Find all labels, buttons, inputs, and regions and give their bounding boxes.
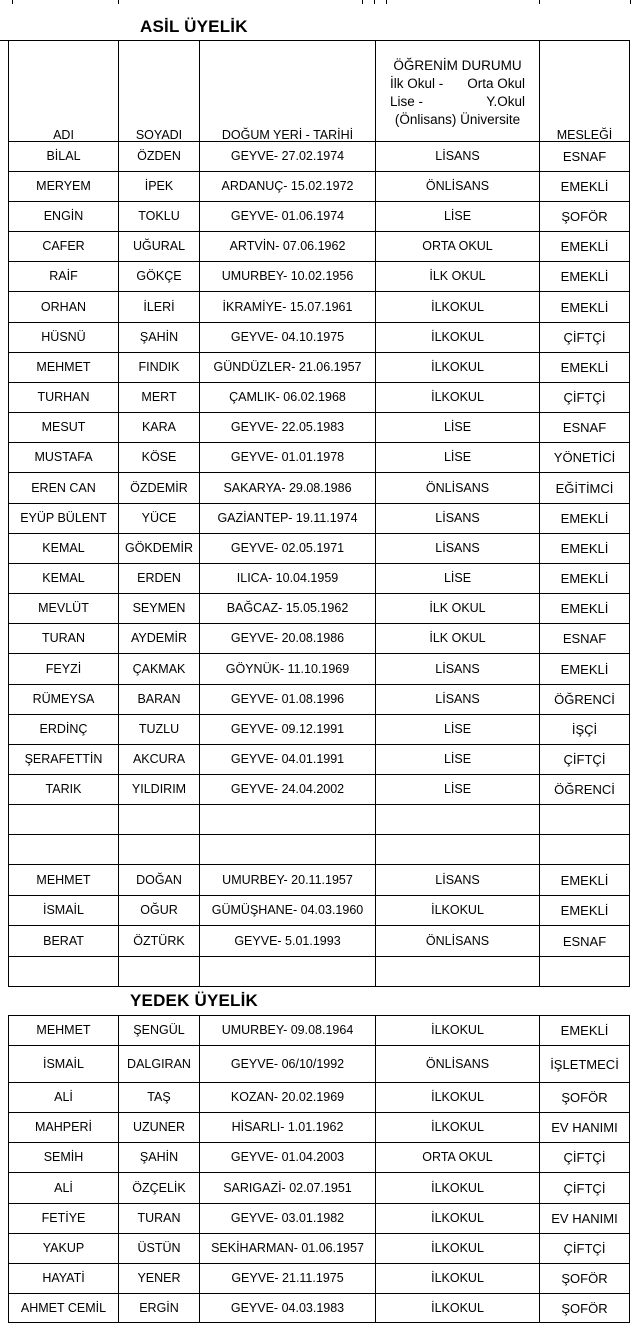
cell-meslek: EMEKLİ bbox=[540, 865, 630, 896]
cell-meslek: ÇİFTÇİ bbox=[540, 1143, 630, 1173]
cell-meslek: EMEKLİ bbox=[540, 594, 630, 624]
cell-meslek: ÇİFTÇİ bbox=[540, 1234, 630, 1264]
cell-ogrenim: LİSE bbox=[376, 202, 540, 232]
cell-adi: ERDİNÇ bbox=[9, 715, 119, 745]
cell-ogrenim: İLKOKUL bbox=[376, 1234, 540, 1264]
cell-ogrenim: İLKOKUL bbox=[376, 1294, 540, 1323]
cell-dogum: GEYVE- 04.10.1975 bbox=[200, 323, 376, 353]
cell-soyadi: ŞAHİN bbox=[119, 323, 200, 353]
header-ogrenim-yokul: Y.Okul bbox=[486, 94, 525, 109]
cell-dogum: ILICA- 10.04.1959 bbox=[200, 564, 376, 594]
cell-dogum: UMURBEY- 09.08.1964 bbox=[200, 1016, 376, 1046]
cell-dogum: ARDANUÇ- 15.02.1972 bbox=[200, 172, 376, 202]
cell-ogrenim: LİSANS bbox=[376, 865, 540, 896]
header-ogrenim-ilkokul: İlk Okul - bbox=[390, 76, 444, 91]
cell-soyadi: MERT bbox=[119, 383, 200, 413]
asil-uyelik-table bbox=[8, 40, 630, 987]
table-row bbox=[9, 142, 630, 172]
cell-soyadi: ÖZTÜRK bbox=[119, 926, 200, 957]
table-row bbox=[9, 654, 630, 685]
cell-adi: BERAT bbox=[9, 926, 119, 957]
cell-soyadi: GÖKDEMİR bbox=[119, 534, 200, 564]
cell-adi: MEVLÜT bbox=[9, 594, 119, 624]
header-meslegi: MESLEĞİ bbox=[540, 41, 630, 142]
cell-adi: MERYEM bbox=[9, 172, 119, 202]
cell-adi: MUSTAFA bbox=[9, 443, 119, 473]
cell-dogum: UMURBEY- 10.02.1956 bbox=[200, 262, 376, 292]
cell-soyadi: YILDIRIM bbox=[119, 775, 200, 805]
cell-ogrenim: İLKOKUL bbox=[376, 1083, 540, 1113]
table-row bbox=[9, 262, 630, 292]
cell-adi: AHMET CEMİL bbox=[9, 1294, 119, 1323]
cell-ogrenim: LİSE bbox=[376, 564, 540, 594]
cell-ogrenim: İLKOKUL bbox=[376, 292, 540, 323]
cell-adi: MAHPERİ bbox=[9, 1113, 119, 1143]
cell-dogum: ARTVİN- 07.06.1962 bbox=[200, 232, 376, 262]
top-border-strip bbox=[0, 0, 632, 4]
cell-ogrenim: İLKOKUL bbox=[376, 1173, 540, 1204]
table-row bbox=[9, 1016, 630, 1046]
cell-meslek: EMEKLİ bbox=[540, 172, 630, 202]
cell-soyadi: TURAN bbox=[119, 1204, 200, 1234]
cell-dogum: GEYVE- 24.04.2002 bbox=[200, 775, 376, 805]
cell-adi: KEMAL bbox=[9, 534, 119, 564]
cell-soyadi: ÖZDEN bbox=[119, 142, 200, 172]
cell-ogrenim: İLKOKUL bbox=[376, 1204, 540, 1234]
cell-ogrenim bbox=[376, 835, 540, 865]
cell-dogum: GEYVE- 27.02.1974 bbox=[200, 142, 376, 172]
cell-soyadi: DALGIRAN bbox=[119, 1046, 200, 1083]
cell-soyadi: İPEK bbox=[119, 172, 200, 202]
cell-meslek bbox=[540, 957, 630, 987]
cell-dogum: GEYVE- 5.01.1993 bbox=[200, 926, 376, 957]
cell-meslek: EMEKLİ bbox=[540, 896, 630, 926]
cell-ogrenim: ORTA OKUL bbox=[376, 232, 540, 262]
cell-ogrenim: İLK OKUL bbox=[376, 624, 540, 654]
table-row bbox=[9, 1264, 630, 1294]
cell-meslek: ŞOFÖR bbox=[540, 1083, 630, 1113]
cell-dogum: GEYVE- 01.06.1974 bbox=[200, 202, 376, 232]
yedek-uyelik-table bbox=[8, 1015, 630, 1323]
cell-ogrenim: İLKOKUL bbox=[376, 323, 540, 353]
table-row bbox=[9, 926, 630, 957]
cell-ogrenim: İLK OKUL bbox=[376, 262, 540, 292]
table-row bbox=[9, 353, 630, 383]
asil-uyelik-title: ASİL ÜYELİK bbox=[140, 17, 248, 36]
table-row bbox=[9, 534, 630, 564]
cell-meslek: ÇİFTÇİ bbox=[540, 1173, 630, 1204]
cell-soyadi: ÖZÇELİK bbox=[119, 1173, 200, 1204]
cell-dogum: GAZİANTEP- 19.11.1974 bbox=[200, 504, 376, 534]
cell-ogrenim: LİSANS bbox=[376, 534, 540, 564]
cell-soyadi: AYDEMİR bbox=[119, 624, 200, 654]
cell-soyadi: YÜCE bbox=[119, 504, 200, 534]
cell-adi: FEYZİ bbox=[9, 654, 119, 685]
cell-ogrenim: İLKOKUL bbox=[376, 896, 540, 926]
cell-dogum: GEYVE- 06/10/1992 bbox=[200, 1046, 376, 1083]
cell-adi: YAKUP bbox=[9, 1234, 119, 1264]
cell-meslek: ŞOFÖR bbox=[540, 1264, 630, 1294]
cell-dogum: GEYVE- 20.08.1986 bbox=[200, 624, 376, 654]
cell-dogum: SARIGAZİ- 02.07.1951 bbox=[200, 1173, 376, 1204]
cell-soyadi: SEYMEN bbox=[119, 594, 200, 624]
table-row bbox=[9, 1046, 630, 1083]
cell-meslek: EMEKLİ bbox=[540, 353, 630, 383]
cell-ogrenim: LİSANS bbox=[376, 504, 540, 534]
table-row bbox=[9, 745, 630, 775]
cell-meslek: ÖĞRENCİ bbox=[540, 775, 630, 805]
cell-meslek: ŞOFÖR bbox=[540, 202, 630, 232]
cell-ogrenim: ÖNLİSANS bbox=[376, 172, 540, 202]
cell-ogrenim: LİSE bbox=[376, 413, 540, 443]
cell-soyadi: ÜSTÜN bbox=[119, 1234, 200, 1264]
table-row bbox=[9, 865, 630, 896]
table-row bbox=[9, 202, 630, 232]
header-ogrenim-universite: (Önlisans) Üniversite bbox=[394, 112, 521, 127]
table-row bbox=[9, 473, 630, 504]
cell-meslek: ÇİFTÇİ bbox=[540, 383, 630, 413]
cell-dogum: GEYVE- 21.11.1975 bbox=[200, 1264, 376, 1294]
table-row bbox=[9, 1143, 630, 1173]
table-row bbox=[9, 1083, 630, 1113]
table-row bbox=[9, 443, 630, 473]
cell-ogrenim: LİSE bbox=[376, 715, 540, 745]
cell-soyadi bbox=[119, 835, 200, 865]
cell-adi: FETİYE bbox=[9, 1204, 119, 1234]
table-row bbox=[9, 413, 630, 443]
cell-soyadi: FINDIK bbox=[119, 353, 200, 383]
table-row bbox=[9, 1113, 630, 1143]
cell-soyadi: KARA bbox=[119, 413, 200, 443]
table-row bbox=[9, 715, 630, 745]
cell-adi: SEMİH bbox=[9, 1143, 119, 1173]
cell-dogum: ÇAMLIK- 06.02.1968 bbox=[200, 383, 376, 413]
cell-adi: EYÜP BÜLENT bbox=[9, 504, 119, 534]
cell-ogrenim: ÖNLİSANS bbox=[376, 1046, 540, 1083]
cell-ogrenim: LİSE bbox=[376, 745, 540, 775]
cell-meslek: ESNAF bbox=[540, 413, 630, 443]
cell-meslek bbox=[540, 805, 630, 835]
cell-meslek: İŞÇİ bbox=[540, 715, 630, 745]
cell-meslek: ÇİFTÇİ bbox=[540, 745, 630, 775]
table-row bbox=[9, 805, 630, 835]
cell-adi bbox=[9, 835, 119, 865]
table-row bbox=[9, 564, 630, 594]
cell-meslek: EMEKLİ bbox=[540, 654, 630, 685]
header-ogrenim bbox=[376, 41, 540, 142]
cell-adi: RÜMEYSA bbox=[9, 685, 119, 715]
cell-soyadi: UĞURAL bbox=[119, 232, 200, 262]
table-row bbox=[9, 232, 630, 262]
table-row bbox=[9, 1204, 630, 1234]
cell-dogum: HİSARLI- 1.01.1962 bbox=[200, 1113, 376, 1143]
cell-meslek: EMEKLİ bbox=[540, 1016, 630, 1046]
cell-soyadi: OĞUR bbox=[119, 896, 200, 926]
cell-soyadi: ERGİN bbox=[119, 1294, 200, 1323]
cell-adi: İSMAİL bbox=[9, 1046, 119, 1083]
cell-meslek: EMEKLİ bbox=[540, 292, 630, 323]
cell-soyadi: AKCURA bbox=[119, 745, 200, 775]
cell-dogum: GEYVE- 04.03.1983 bbox=[200, 1294, 376, 1323]
header-ogrenim-lise: Lise - bbox=[390, 94, 424, 109]
cell-ogrenim: LİSE bbox=[376, 775, 540, 805]
cell-adi: ALİ bbox=[9, 1083, 119, 1113]
cell-dogum: GÖYNÜK- 11.10.1969 bbox=[200, 654, 376, 685]
cell-soyadi bbox=[119, 957, 200, 987]
table-row bbox=[9, 172, 630, 202]
table-row bbox=[9, 957, 630, 987]
cell-meslek: ÇİFTÇİ bbox=[540, 323, 630, 353]
cell-adi: İSMAİL bbox=[9, 896, 119, 926]
cell-adi: ENGİN bbox=[9, 202, 119, 232]
cell-soyadi: ÇAKMAK bbox=[119, 654, 200, 685]
cell-adi: MESUT bbox=[9, 413, 119, 443]
cell-adi: EREN CAN bbox=[9, 473, 119, 504]
header-soyadi: SOYADI bbox=[119, 41, 200, 142]
cell-soyadi: YENER bbox=[119, 1264, 200, 1294]
table-row bbox=[9, 1173, 630, 1204]
cell-meslek: EMEKLİ bbox=[540, 534, 630, 564]
cell-dogum: GEYVE- 01.01.1978 bbox=[200, 443, 376, 473]
cell-dogum: GEYVE- 01.04.2003 bbox=[200, 1143, 376, 1173]
cell-dogum: UMURBEY- 20.11.1957 bbox=[200, 865, 376, 896]
cell-adi: TARIK bbox=[9, 775, 119, 805]
cell-adi bbox=[9, 957, 119, 987]
cell-ogrenim: LİSANS bbox=[376, 142, 540, 172]
cell-dogum bbox=[200, 957, 376, 987]
cell-soyadi: İLERİ bbox=[119, 292, 200, 323]
table-header-row bbox=[9, 41, 630, 142]
cell-ogrenim: ÖNLİSANS bbox=[376, 473, 540, 504]
header-adi: ADI bbox=[9, 41, 119, 142]
cell-dogum: GEYVE- 02.05.1971 bbox=[200, 534, 376, 564]
cell-ogrenim: LİSE bbox=[376, 443, 540, 473]
cell-meslek: ESNAF bbox=[540, 142, 630, 172]
cell-adi: BİLAL bbox=[9, 142, 119, 172]
cell-dogum: GEYVE- 03.01.1982 bbox=[200, 1204, 376, 1234]
cell-soyadi: TAŞ bbox=[119, 1083, 200, 1113]
cell-adi: MEHMET bbox=[9, 353, 119, 383]
cell-dogum bbox=[200, 805, 376, 835]
header-ogrenim-ortaokul: Orta Okul bbox=[467, 76, 525, 91]
cell-dogum: KOZAN- 20.02.1969 bbox=[200, 1083, 376, 1113]
cell-adi: TURAN bbox=[9, 624, 119, 654]
table-row bbox=[9, 323, 630, 353]
cell-adi: KEMAL bbox=[9, 564, 119, 594]
cell-adi: ŞERAFETTİN bbox=[9, 745, 119, 775]
cell-ogrenim: İLKOKUL bbox=[376, 1016, 540, 1046]
cell-meslek: EMEKLİ bbox=[540, 564, 630, 594]
cell-meslek: EMEKLİ bbox=[540, 262, 630, 292]
cell-adi: ORHAN bbox=[9, 292, 119, 323]
cell-meslek: EV HANIMI bbox=[540, 1204, 630, 1234]
cell-meslek: ESNAF bbox=[540, 926, 630, 957]
cell-soyadi: KÖSE bbox=[119, 443, 200, 473]
table-row bbox=[9, 896, 630, 926]
cell-adi bbox=[9, 805, 119, 835]
cell-soyadi: ŞAHİN bbox=[119, 1143, 200, 1173]
cell-dogum: İKRAMİYE- 15.07.1961 bbox=[200, 292, 376, 323]
cell-meslek: ÖĞRENCİ bbox=[540, 685, 630, 715]
table-row bbox=[9, 292, 630, 323]
cell-meslek: EĞİTİMCİ bbox=[540, 473, 630, 504]
cell-dogum: GEYVE- 09.12.1991 bbox=[200, 715, 376, 745]
cell-ogrenim bbox=[376, 957, 540, 987]
cell-ogrenim: İLKOKUL bbox=[376, 353, 540, 383]
table-row bbox=[9, 1294, 630, 1323]
cell-dogum: SEKİHARMAN- 01.06.1957 bbox=[200, 1234, 376, 1264]
yedek-uyelik-title: YEDEK ÜYELİK bbox=[130, 991, 259, 1010]
cell-ogrenim: İLKOKUL bbox=[376, 1113, 540, 1143]
cell-meslek: ESNAF bbox=[540, 624, 630, 654]
cell-adi: HAYATİ bbox=[9, 1264, 119, 1294]
cell-ogrenim: İLKOKUL bbox=[376, 383, 540, 413]
cell-meslek: ŞOFÖR bbox=[540, 1294, 630, 1323]
cell-ogrenim: İLKOKUL bbox=[376, 1264, 540, 1294]
cell-meslek: EV HANIMI bbox=[540, 1113, 630, 1143]
cell-dogum: GÜNDÜZLER- 21.06.1957 bbox=[200, 353, 376, 383]
cell-dogum: GÜMÜŞHANE- 04.03.1960 bbox=[200, 896, 376, 926]
cell-adi: CAFER bbox=[9, 232, 119, 262]
table-row bbox=[9, 835, 630, 865]
table-row bbox=[9, 504, 630, 534]
cell-meslek: EMEKLİ bbox=[540, 504, 630, 534]
cell-dogum: GEYVE- 01.08.1996 bbox=[200, 685, 376, 715]
cell-soyadi: TOKLU bbox=[119, 202, 200, 232]
cell-adi: MEHMET bbox=[9, 865, 119, 896]
cell-ogrenim: ÖNLİSANS bbox=[376, 926, 540, 957]
cell-soyadi: ÖZDEMİR bbox=[119, 473, 200, 504]
cell-soyadi: ŞENGÜL bbox=[119, 1016, 200, 1046]
cell-dogum: SAKARYA- 29.08.1986 bbox=[200, 473, 376, 504]
cell-ogrenim: İLK OKUL bbox=[376, 594, 540, 624]
table-row bbox=[9, 685, 630, 715]
cell-adi: TURHAN bbox=[9, 383, 119, 413]
cell-soyadi: ERDEN bbox=[119, 564, 200, 594]
table-row bbox=[9, 594, 630, 624]
cell-ogrenim: ORTA OKUL bbox=[376, 1143, 540, 1173]
cell-soyadi: GÖKÇE bbox=[119, 262, 200, 292]
cell-soyadi: UZUNER bbox=[119, 1113, 200, 1143]
cell-adi: RAİF bbox=[9, 262, 119, 292]
cell-adi: ALİ bbox=[9, 1173, 119, 1204]
cell-meslek: İŞLETMECİ bbox=[540, 1046, 630, 1083]
cell-dogum: GEYVE- 22.05.1983 bbox=[200, 413, 376, 443]
cell-dogum bbox=[200, 835, 376, 865]
cell-adi: HÜSNÜ bbox=[9, 323, 119, 353]
table-row bbox=[9, 775, 630, 805]
left-edge-line bbox=[0, 40, 8, 41]
cell-meslek bbox=[540, 835, 630, 865]
header-ogrenim-title: ÖĞRENİM DURUMU bbox=[393, 58, 522, 73]
table-row bbox=[9, 383, 630, 413]
cell-meslek: YÖNETİCİ bbox=[540, 443, 630, 473]
table-row bbox=[9, 1234, 630, 1264]
cell-dogum: BAĞCAZ- 15.05.1962 bbox=[200, 594, 376, 624]
cell-ogrenim: LİSANS bbox=[376, 654, 540, 685]
cell-soyadi: TUZLU bbox=[119, 715, 200, 745]
cell-soyadi: DOĞAN bbox=[119, 865, 200, 896]
header-dogum: DOĞUM YERİ - TARİHİ bbox=[200, 41, 376, 142]
cell-ogrenim bbox=[376, 805, 540, 835]
cell-adi: MEHMET bbox=[9, 1016, 119, 1046]
cell-ogrenim: LİSANS bbox=[376, 685, 540, 715]
cell-meslek: EMEKLİ bbox=[540, 232, 630, 262]
cell-soyadi: BARAN bbox=[119, 685, 200, 715]
cell-soyadi bbox=[119, 805, 200, 835]
table-row bbox=[9, 624, 630, 654]
cell-dogum: GEYVE- 04.01.1991 bbox=[200, 745, 376, 775]
